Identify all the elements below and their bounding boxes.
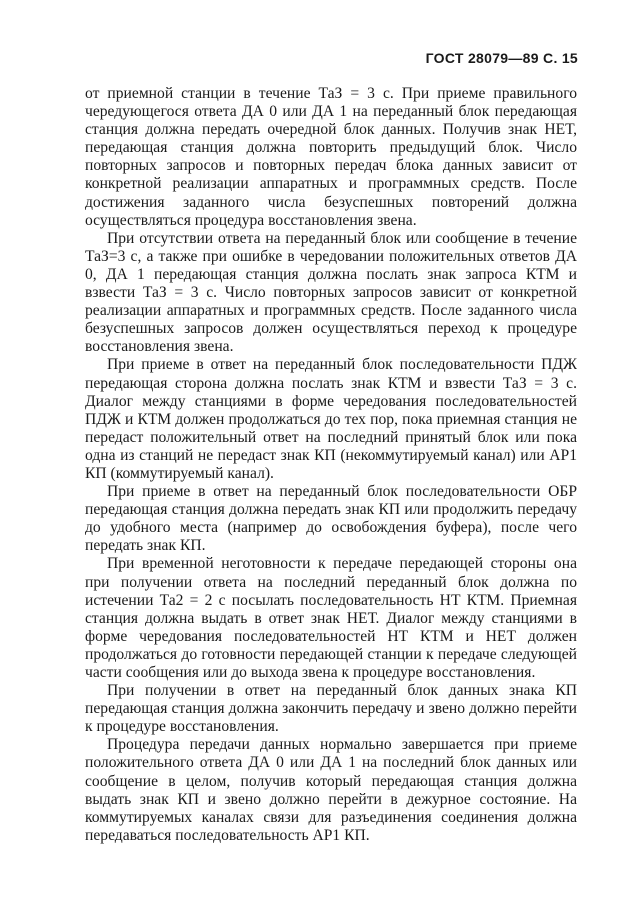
paragraph-2: При отсутствии ответа на переданный блок или сообщение в течение ТаЗ=3 с, а также при ошибке в чередовании положительных ответов ДА 0, ДА 1 передающая станция должна послать знак запроса КТМ и взвести ТаЗ = 3 с. Число повторных запросов зависит от конкретной реализации аппаратных и программных средств. После заданного числа безуспешных запросов должен осуществляться переход к процедуре восстановления звена. <box>85 229 577 356</box>
page-body <box>85 85 577 845</box>
paragraph-7: Процедура передачи данных нормально завершается при приеме положительного ответа ДА 0 или ДА 1 на последний блок данных или сообщение в целом, получив который передающая станция должна выдать знак КП и звено должно перейти в дежурное состояние. На коммутируемых каналах связи для разъединения соединения должна передаваться последовательность АР1 КП. <box>85 736 577 844</box>
paragraph-3: При приеме в ответ на переданный блок последовательности ПДЖ передающая сторона должна послать знак КТМ и взвести ТаЗ = 3 с. Диалог между станциями в форме чередования последовательностей ПДЖ и КТМ должен продолжаться до тех пор, пока приемная станция не передаст положительный ответ на последний принятый блок или пока одна из станций не передаст знак КП (некоммутируемый канал) или АР1 КП (коммутируемый канал). <box>85 356 577 482</box>
page-header: ГОСТ 28079—89 С. 15 <box>425 50 578 66</box>
paragraph-5: При временной неготовности к передаче передающей стороны она при получении ответа на последний переданный блок должна по истечении Та2 = 2 с посылать последовательность НТ КТМ. Приемная станция должна выдать в ответ знак НЕТ. Диалог между станциями в форме чередования последовательностей НТ КТМ и НЕТ должен продолжаться до готовности передающей станции к передаче следующей части сообщения или до выхода звена к процедуре восстановления. <box>85 555 577 681</box>
paragraph-1: от приемной станции в течение ТаЗ = 3 с. При приеме правильного чередующегося ответа ДА 0 или ДА 1 на переданный блок передающая станция должна передать очередной блок данных. Получив знак НЕТ, передающая станция должна повторить предыдущий блок. Число повторных запросов и повторных передач блока данных зависит от конкретной реализации аппаратных и программных средств. После достижения заданного числа безуспешных повторений должна осуществляться процедура восстановления звена. <box>85 85 577 229</box>
paragraph-6: При получении в ответ на переданный блок данных знака КП передающая станция должна закончить передачу и звено должно перейти к процедуре восстановления. <box>85 682 577 736</box>
paragraph-4: При приеме в ответ на переданный блок последовательности ОБР передающая станция должна передать знак КП или продолжить передачу до удобного места (например до освобождения буфера), после чего передать знак КП. <box>85 483 577 555</box>
